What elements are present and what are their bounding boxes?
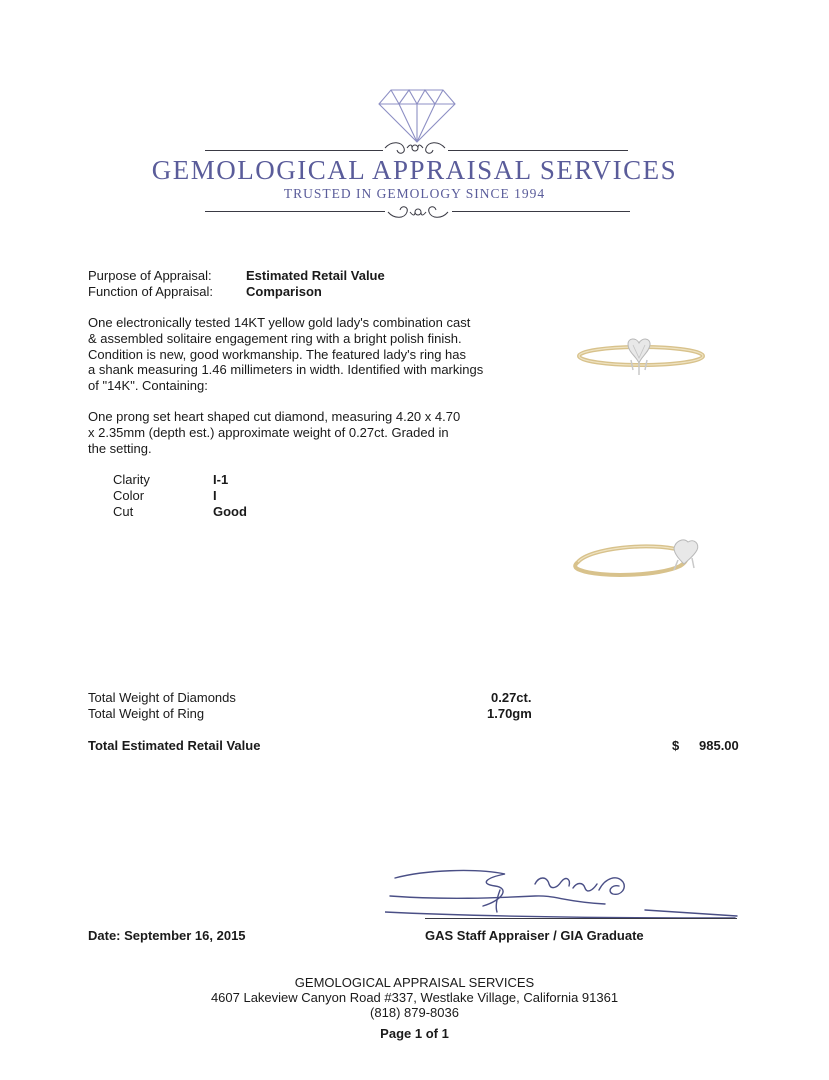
total-diamonds-label: Total Weight of Diamonds	[88, 690, 236, 705]
appraiser-title: GAS Staff Appraiser / GIA Graduate	[425, 928, 644, 943]
total-diamonds-value: 0.27ct.	[491, 690, 532, 705]
page-number: Page 1 of 1	[380, 1026, 449, 1041]
description-line: Condition is new, good workmanship. The featured lady's ring has	[88, 346, 467, 362]
grade-value-color: I	[213, 488, 217, 503]
appraisal-date: Date: September 16, 2015	[88, 928, 246, 943]
description-line: a shank measuring 1.46 millimeters in width. Identified with markings	[88, 362, 484, 378]
diamond-line: One prong set heart shaped cut diamond, measuring 4.20 x 4.70	[88, 409, 461, 424]
grade-label-clarity: Clarity	[113, 472, 150, 487]
function-value: Comparison	[246, 284, 322, 299]
purpose-value: Estimated Retail Value	[246, 268, 385, 283]
diamond-description	[88, 409, 460, 456]
diamond-line: the setting.	[88, 440, 152, 456]
description-line: One electronically tested 14KT yellow gold lady's combination cast	[88, 315, 471, 330]
footer-company: GEMOLOGICAL APPRAISAL SERVICES	[294, 975, 535, 990]
signature-line	[425, 918, 737, 919]
purpose-label: Purpose of Appraisal:	[88, 268, 212, 283]
description-line: of "14K". Containing:	[88, 378, 208, 394]
diamond-logo-icon	[377, 88, 457, 144]
grade-label-color: Color	[113, 488, 145, 503]
ring-description	[88, 315, 483, 394]
grade-label-cut: Cut	[113, 504, 134, 519]
company-tagline: TRUSTED IN GEMOLOGY SINCE 1994	[283, 186, 546, 201]
company-name: GEMOLOGICAL APPRAISAL SERVICES	[151, 155, 678, 185]
footer-address: 4607 Lakeview Canyon Road #337, Westlake Village, California 91361	[210, 990, 619, 1005]
total-ring-value: 1.70gm	[487, 706, 532, 721]
header-rule-bottom-left	[205, 211, 385, 212]
header-rule-top-left	[205, 150, 383, 151]
header-rule-bottom-right	[452, 211, 630, 212]
function-label: Function of Appraisal:	[88, 284, 214, 299]
ring-photo-side	[570, 530, 710, 585]
currency-symbol: $	[672, 738, 680, 753]
total-retail-label: Total Estimated Retail Value	[88, 738, 261, 753]
diamond-line: x 2.35mm (depth est.) approximate weight of 0.27ct. Graded in	[88, 424, 449, 440]
total-ring-label: Total Weight of Ring	[88, 706, 205, 721]
ring-photo-front	[573, 330, 708, 390]
scroll-ornament-icon	[383, 202, 453, 222]
grade-value-cut: Good	[213, 504, 247, 519]
description-line: & assembled solitaire engagement ring with a bright polish finish.	[88, 330, 462, 346]
grade-value-clarity: I-1	[213, 472, 229, 487]
header-rule-top-right	[448, 150, 628, 151]
footer-phone: (818) 879-8036	[370, 1005, 459, 1020]
total-retail-value: 985.00	[699, 738, 739, 753]
appraiser-signature	[385, 860, 745, 924]
